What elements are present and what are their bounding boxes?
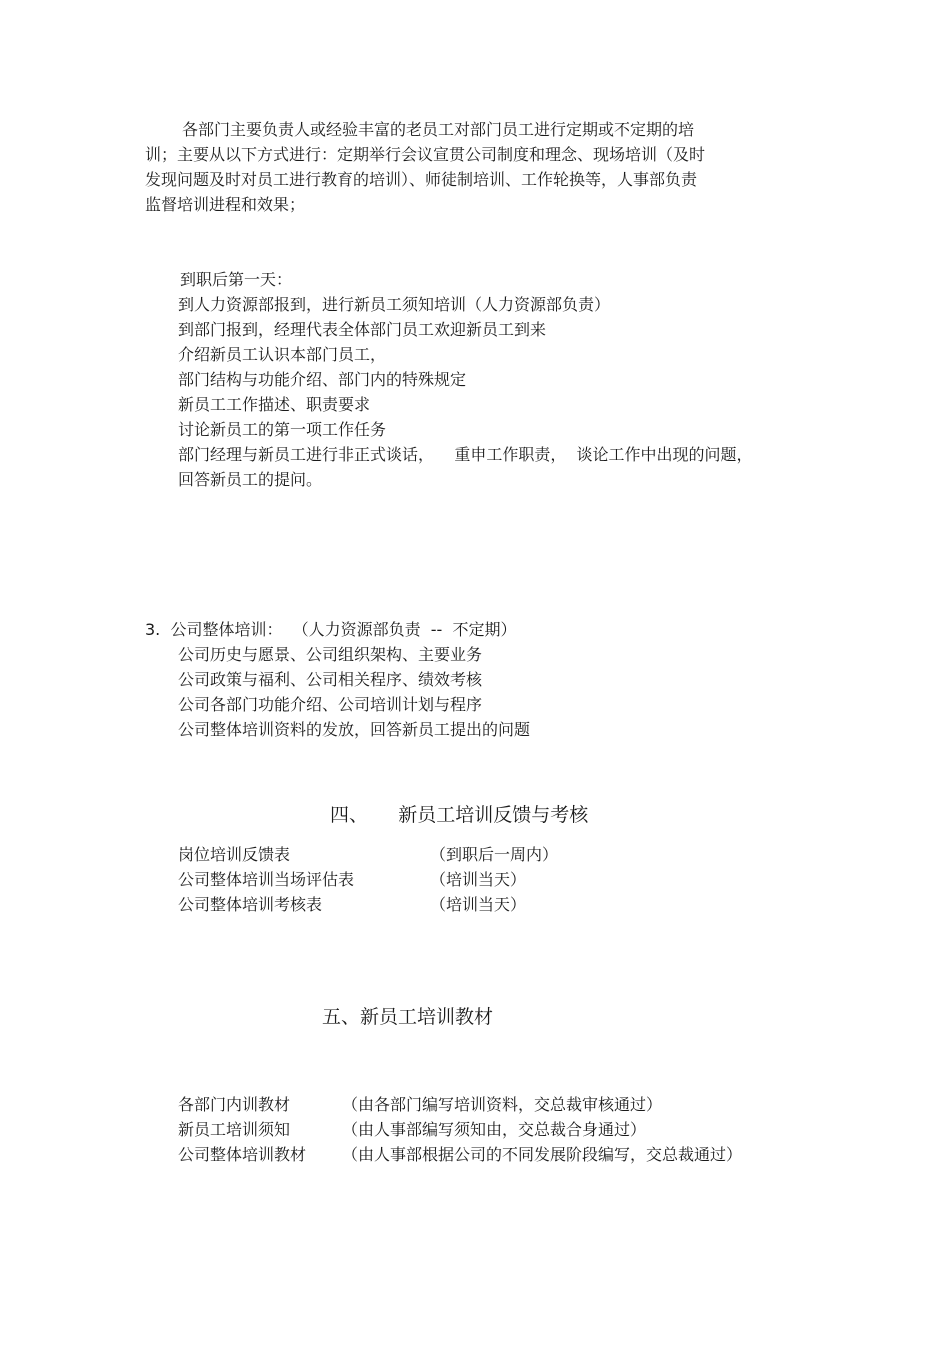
company-training-title: 3. 公司整体培训： （人力资源部负责 -- 不定期） bbox=[145, 620, 517, 639]
feedback-name: 公司整体培训考核表 bbox=[178, 895, 323, 914]
intro-line-1: 各部门主要负责人或经验丰富的老员工对部门员工进行定期或不定期的培 bbox=[182, 120, 695, 139]
feedback-time: （培训当天） bbox=[430, 895, 527, 914]
section-4-heading: 四、 新员工培训反馈与考核 bbox=[330, 804, 589, 826]
first-day-item: 回答新员工的提问。 bbox=[178, 470, 323, 489]
company-training-item: 公司政策与福利、公司相关程序、绩效考核 bbox=[178, 670, 483, 689]
material-desc: （由各部门编写培训资料，交总裁审核通过） bbox=[342, 1095, 663, 1114]
feedback-time: （到职后一周内） bbox=[430, 845, 559, 864]
first-day-item: 到人力资源部报到，进行新员工须知培训（人力资源部负责） bbox=[178, 295, 611, 314]
intro-line-2: 训；主要从以下方式进行：定期举行会议宣贯公司制度和理念、现场培训（及时 bbox=[145, 145, 706, 164]
material-desc: （由人事部编写须知由，交总裁合身通过） bbox=[342, 1120, 647, 1139]
material-desc: （由人事部根据公司的不同发展阶段编写，交总裁通过） bbox=[342, 1145, 743, 1164]
intro-line-3: 发现问题及时对员工进行教育的培训）、师徒制培训、工作轮换等，人事部负责 bbox=[145, 170, 698, 189]
section-5-heading: 五、新员工培训教材 bbox=[322, 1006, 494, 1028]
first-day-item: 介绍新员工认识本部门员工， bbox=[178, 345, 387, 364]
material-name: 各部门内训教材 bbox=[178, 1095, 291, 1114]
first-day-item: 到部门报到，经理代表全体部门员工欢迎新员工到来 bbox=[178, 320, 547, 339]
intro-line-4: 监督培训进程和效果； bbox=[145, 195, 306, 214]
company-training-item: 公司各部门功能介绍、公司培训计划与程序 bbox=[178, 695, 483, 714]
first-day-item: 部门经理与新员工进行非正式谈话， 重申工作职责， 谈论工作中出现的问题， bbox=[178, 445, 753, 464]
company-training-item: 公司整体培训资料的发放，回答新员工提出的问题 bbox=[178, 720, 531, 739]
first-day-title: 到职后第一天： bbox=[180, 270, 293, 289]
feedback-time: （培训当天） bbox=[430, 870, 527, 889]
material-name: 公司整体培训教材 bbox=[178, 1145, 307, 1164]
first-day-item: 讨论新员工的第一项工作任务 bbox=[178, 420, 387, 439]
feedback-name: 岗位培训反馈表 bbox=[178, 845, 291, 864]
material-name: 新员工培训须知 bbox=[178, 1120, 291, 1139]
feedback-name: 公司整体培训当场评估表 bbox=[178, 870, 355, 889]
first-day-item: 新员工工作描述、职责要求 bbox=[178, 395, 371, 414]
company-training-item: 公司历史与愿景、公司组织架构、主要业务 bbox=[178, 645, 483, 664]
first-day-item: 部门结构与功能介绍、部门内的特殊规定 bbox=[178, 370, 467, 389]
